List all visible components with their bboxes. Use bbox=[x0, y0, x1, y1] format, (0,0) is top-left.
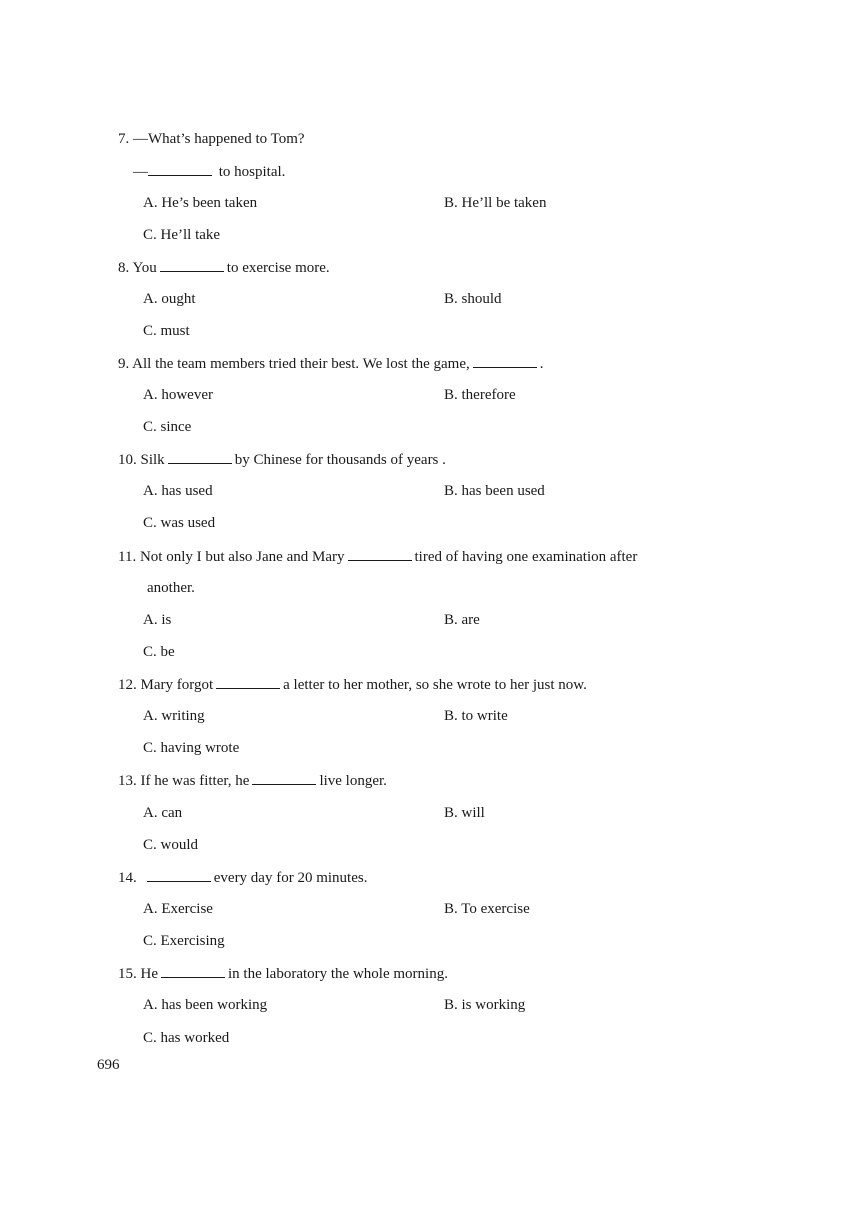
question-12-option-a: A. writing bbox=[143, 708, 205, 724]
question-12-stem: 12. Mary forgot a letter to her mother, so she wrote to her just now. bbox=[118, 674, 587, 694]
answer-blank bbox=[160, 257, 224, 272]
question-15-option-b: B. is working bbox=[444, 997, 526, 1013]
question-8-option-a: A. ought bbox=[143, 291, 196, 307]
answer-blank bbox=[148, 161, 212, 176]
answer-blank bbox=[168, 449, 232, 464]
question-10-stem: 10. Silk by Chinese for thousands of years . bbox=[118, 449, 446, 469]
question-15-stem: 15. He in the laboratory the whole morning. bbox=[118, 963, 448, 983]
question-7-option-c: C. He’ll take bbox=[143, 227, 221, 243]
question-7-option-b: B. He’ll be taken bbox=[444, 195, 547, 211]
question-9-option-a: A. however bbox=[143, 387, 213, 403]
answer-blank bbox=[147, 867, 211, 882]
answer-blank bbox=[252, 770, 316, 785]
question-11-option-a: A. is bbox=[143, 612, 172, 628]
page-number: 696 bbox=[97, 1057, 120, 1073]
question-11-continuation: another. bbox=[147, 580, 195, 596]
question-9-option-c: C. since bbox=[143, 419, 192, 435]
answer-blank bbox=[348, 546, 412, 561]
answer-blank bbox=[161, 963, 225, 978]
question-13-option-b: B. will bbox=[444, 805, 485, 821]
question-11-option-b: B. are bbox=[444, 612, 480, 628]
question-10-option-c: C. was used bbox=[143, 515, 216, 531]
question-7-line2: — to hospital. bbox=[133, 161, 285, 181]
question-9-option-b: B. therefore bbox=[444, 387, 516, 403]
question-13-option-c: C. would bbox=[143, 837, 199, 853]
question-7-option-a: A. He’s been taken bbox=[143, 195, 258, 211]
question-12-option-c: C. having wrote bbox=[143, 740, 240, 756]
question-14-stem: 14. every day for 20 minutes. bbox=[118, 867, 367, 887]
question-10-option-a: A. has used bbox=[143, 483, 213, 499]
question-11-stem: 11. Not only I but also Jane and Mary tired of having one examination after bbox=[118, 546, 637, 566]
question-8-option-b: B. should bbox=[444, 291, 502, 307]
question-15-option-c: C. has worked bbox=[143, 1030, 230, 1046]
question-14-option-a: A. Exercise bbox=[143, 901, 213, 917]
question-7-stem: 7. —What’s happened to Tom? bbox=[118, 131, 305, 147]
question-13-stem: 13. If he was fitter, he live longer. bbox=[118, 770, 387, 790]
question-15-option-a: A. has been working bbox=[143, 997, 268, 1013]
question-12-option-b: B. to write bbox=[444, 708, 508, 724]
question-11-option-c: C. be bbox=[143, 644, 175, 660]
question-14-option-c: C. Exercising bbox=[143, 933, 225, 949]
question-8-option-c: C. must bbox=[143, 323, 190, 339]
question-9-stem: 9. All the team members tried their best. We lost the game, . bbox=[118, 353, 544, 373]
answer-blank bbox=[473, 353, 537, 368]
question-14-option-b: B. To exercise bbox=[444, 901, 530, 917]
answer-blank bbox=[216, 674, 280, 689]
question-8-stem: 8. You to exercise more. bbox=[118, 257, 330, 277]
question-10-option-b: B. has been used bbox=[444, 483, 545, 499]
question-13-option-a: A. can bbox=[143, 805, 183, 821]
